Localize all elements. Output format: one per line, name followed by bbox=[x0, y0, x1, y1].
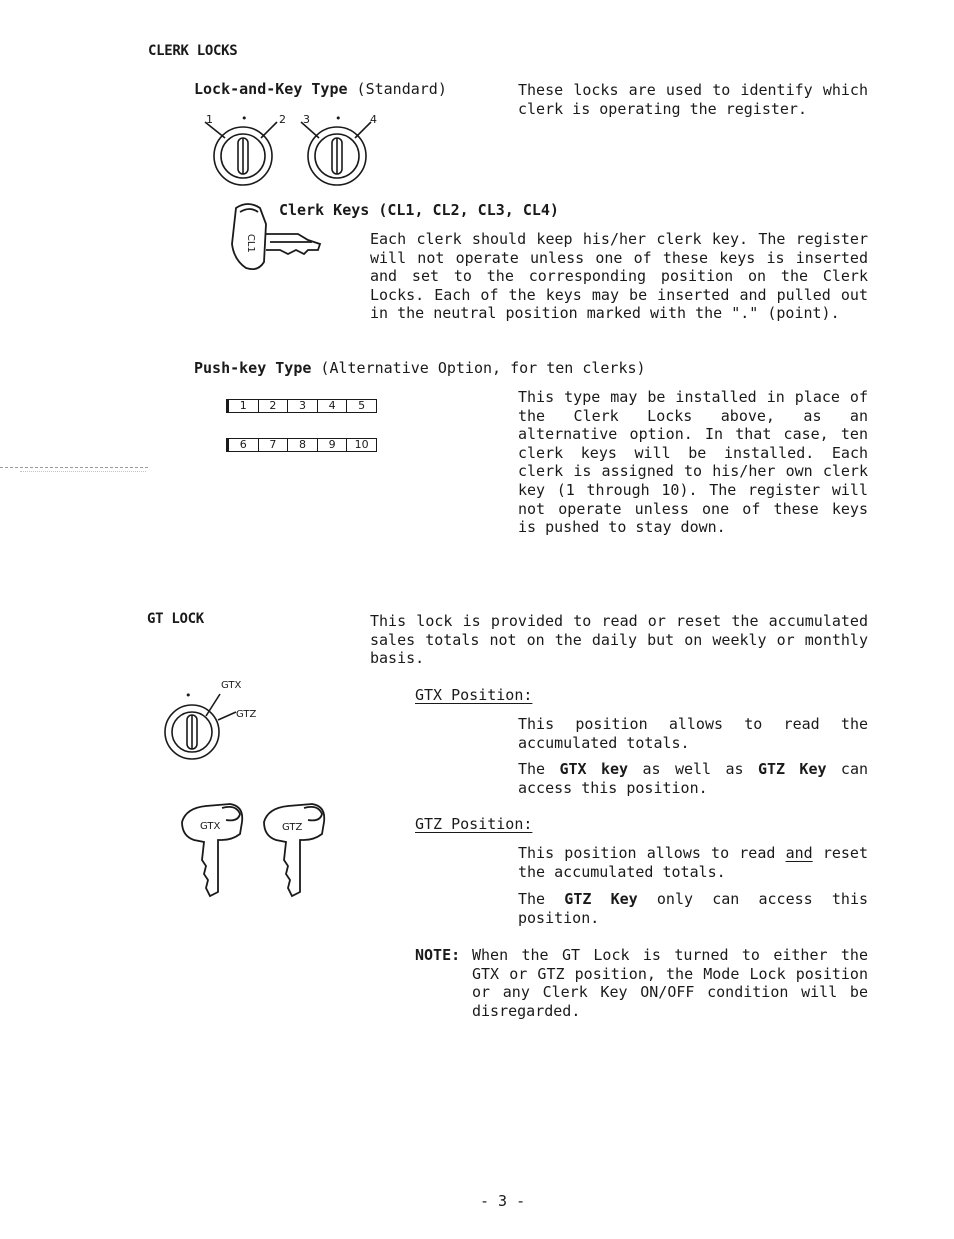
gtz-key-name-2: GTZ Key bbox=[564, 890, 638, 908]
gtx-position-heading: GTX Position: bbox=[415, 686, 533, 704]
push-key-title bbox=[194, 359, 646, 378]
gt-lock-label-dot: • bbox=[185, 689, 192, 702]
push-key-2: 2 bbox=[258, 400, 288, 412]
page-number: - 3 - bbox=[480, 1192, 526, 1210]
lock-label-1: 1 bbox=[206, 113, 213, 126]
gtx-access-text bbox=[518, 760, 868, 797]
push-key-5: 5 bbox=[346, 400, 376, 412]
lock-and-key-title-rest: (Standard) bbox=[347, 80, 447, 98]
push-key-10: 10 bbox=[346, 439, 376, 451]
gt-lock-icon bbox=[160, 676, 270, 762]
lock-and-key-title-bold: Lock-and-Key Type bbox=[194, 80, 348, 98]
gtz-position-c: reset the accumulated totals. bbox=[518, 844, 868, 881]
gt-lock-label-gtz: GTZ bbox=[236, 709, 257, 720]
gtz-key-name: GTZ Key bbox=[757, 760, 827, 778]
gt-lock-description: This lock is provided to read or reset the accumulated sales totals not on the daily but on weekly or monthly basis. bbox=[370, 612, 868, 668]
clerk-keys-description: Each clerk should keep his/her clerk key. The register will not operate unless one of these keys is inserted and set to the corresponding position on the Clerk Locks. Each of the keys may be inserted and pulled out in the neutral position marked with the "." (point). bbox=[370, 230, 868, 323]
push-key-description: This type may be installed in place of the Clerk Locks above, as an alternative option. In that case, ten clerk keys will be installed. Each clerk is assigned to his/her own clerk key (1 through 10). The register will not operate unless one of these keys is pushed to stay down. bbox=[518, 388, 868, 537]
clerk-key-label: CL1 bbox=[244, 233, 256, 253]
lock-label-dot-2: • bbox=[335, 112, 342, 125]
push-key-7: 7 bbox=[258, 439, 288, 451]
gt-keys-illustration bbox=[176, 800, 346, 902]
push-key-row-2 bbox=[226, 438, 377, 452]
lock-label-4: 4 bbox=[370, 113, 377, 126]
clerk-locks-illustration bbox=[195, 108, 385, 188]
lock-icon bbox=[195, 108, 385, 188]
push-key-3: 3 bbox=[287, 400, 317, 412]
gtx-access-a: The bbox=[518, 760, 560, 778]
gtx-access-e: can access this position. bbox=[518, 760, 869, 797]
section-heading-gt-lock: GT LOCK bbox=[147, 611, 204, 627]
gtz-position-a: This position allows to read bbox=[518, 844, 786, 862]
lock-and-key-description: These locks are used to identify which clerk is operating the register. bbox=[518, 81, 868, 118]
push-key-row-1 bbox=[226, 399, 377, 413]
gtz-position-and: and bbox=[785, 844, 813, 862]
gtz-key-label: GTZ bbox=[282, 822, 303, 833]
push-key-9: 9 bbox=[317, 439, 347, 451]
lock-label-2: 2 bbox=[279, 113, 286, 126]
lock-label-dot-1: • bbox=[241, 112, 248, 125]
gtz-access-a: The bbox=[518, 890, 565, 908]
gtz-access-c: only can access this position. bbox=[518, 890, 869, 927]
gt-keys-icon bbox=[176, 800, 346, 902]
push-key-4: 4 bbox=[317, 400, 347, 412]
gt-lock-label-gtx: GTX bbox=[221, 680, 242, 691]
gtx-key-name: GTX key bbox=[559, 760, 629, 778]
section-heading-clerk-locks: CLERK LOCKS bbox=[148, 43, 238, 59]
gtz-position-text bbox=[518, 844, 868, 881]
gtz-access-text bbox=[518, 890, 868, 927]
push-key-title-bold: Push-key Type bbox=[194, 359, 312, 377]
gtx-position-text: This position allows to read the accumulated totals. bbox=[518, 715, 868, 752]
note-text: When the GT Lock is turned to either the GTX or GTZ position, the Mode Lock position or any Clerk Key ON/OFF condition will be disregarded. bbox=[472, 946, 868, 1020]
lock-and-key-title bbox=[194, 80, 447, 99]
scan-artifact-line bbox=[20, 471, 146, 472]
note-label: NOTE: bbox=[415, 946, 461, 964]
gtz-position-heading: GTZ Position: bbox=[415, 815, 533, 833]
push-key-6: 6 bbox=[239, 438, 247, 451]
gtx-access-c: as well as bbox=[628, 760, 758, 778]
push-key-1: 1 bbox=[239, 399, 247, 412]
clerk-keys-title: Clerk Keys (CL1, CL2, CL3, CL4) bbox=[279, 201, 559, 219]
scan-artifact-line bbox=[0, 467, 148, 468]
push-key-8: 8 bbox=[287, 439, 317, 451]
push-key-title-rest: (Alternative Option, for ten clerks) bbox=[311, 359, 646, 377]
gt-lock-illustration bbox=[160, 676, 270, 762]
gtx-key-label: GTX bbox=[200, 821, 221, 832]
lock-label-3: 3 bbox=[303, 113, 310, 126]
